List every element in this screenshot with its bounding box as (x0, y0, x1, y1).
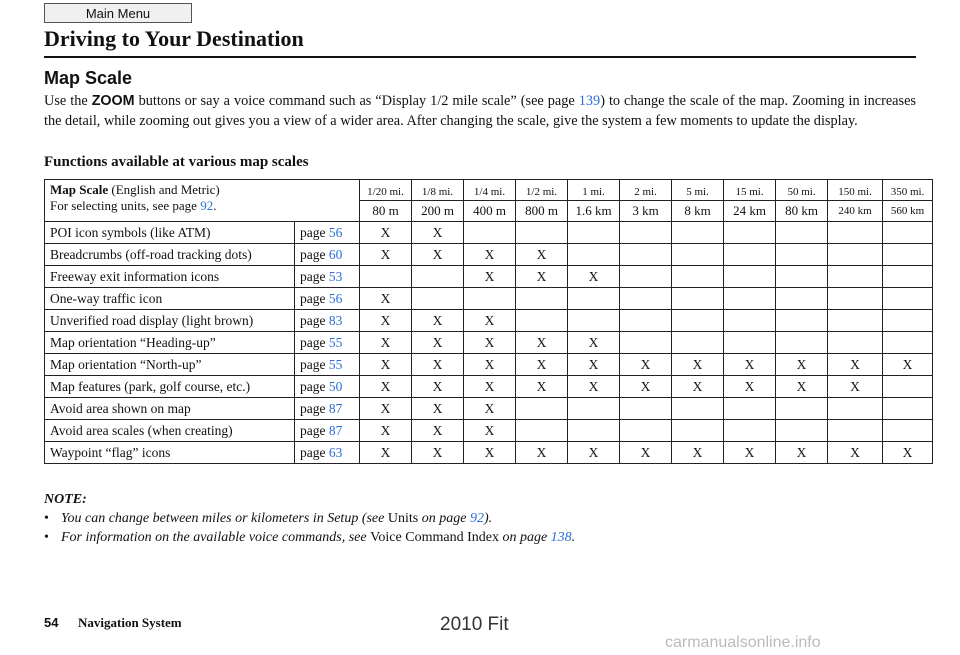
scale-availability-cell: X (516, 376, 568, 398)
scale-availability-cell: X (828, 354, 883, 376)
page-reference (295, 244, 360, 266)
scale-availability-cell (516, 222, 568, 244)
chapter-title: Driving to Your Destination (44, 26, 304, 51)
units-hint: For selecting units, see page (50, 198, 201, 213)
table-row (45, 354, 933, 376)
scale-availability-cell: X (412, 244, 464, 266)
scale-availability-cell: X (360, 244, 412, 266)
scale-header-label (45, 180, 360, 222)
scale-metric-cell: 800 m (516, 201, 568, 222)
scale-availability-cell (672, 288, 724, 310)
page-reference (295, 442, 360, 464)
note-text: ). (483, 511, 493, 526)
note-text: on page (498, 530, 551, 545)
scale-availability-cell (516, 420, 568, 442)
scale-availability-cell (672, 222, 724, 244)
scale-availability-cell (620, 244, 672, 266)
scale-availability-cell (724, 398, 776, 420)
scale-availability-cell: X (360, 288, 412, 310)
scale-availability-cell: X (620, 354, 672, 376)
scale-availability-cell: X (620, 442, 672, 464)
note-term-voice-index: Voice Command Index (370, 530, 499, 545)
page-reference (295, 310, 360, 332)
scale-miles-cell: 5 mi. (672, 180, 724, 201)
scale-miles-cell: 2 mi. (620, 180, 672, 201)
scale-availability-cell (568, 310, 620, 332)
scale-availability-cell (724, 222, 776, 244)
scale-availability-cell (828, 398, 883, 420)
scale-availability-cell (776, 288, 828, 310)
scale-availability-cell: X (568, 332, 620, 354)
scale-availability-cell (568, 420, 620, 442)
page-word: page (300, 422, 326, 438)
scale-availability-cell (828, 420, 883, 442)
scale-availability-cell: X (672, 442, 724, 464)
scale-availability-cell (672, 266, 724, 288)
notes-list (44, 509, 916, 547)
scale-miles-cell: 50 mi. (776, 180, 828, 201)
scale-availability-cell (568, 398, 620, 420)
scale-availability-cell (883, 222, 933, 244)
page-reference (295, 420, 360, 442)
page-link-138[interactable]: 138 (550, 530, 572, 545)
page-word: page (300, 444, 326, 460)
scale-availability-cell: X (412, 376, 464, 398)
scale-availability-cell: X (568, 266, 620, 288)
scale-miles-cell: 1 mi. (568, 180, 620, 201)
scale-availability-cell: X (672, 354, 724, 376)
scale-availability-cell (776, 398, 828, 420)
scale-availability-cell (620, 266, 672, 288)
feature-name: Freeway exit information icons (45, 266, 295, 288)
scale-availability-cell (828, 332, 883, 354)
scale-availability-cell: X (724, 376, 776, 398)
scale-availability-cell (724, 266, 776, 288)
intro-text-3: ) to change the scale of the map. Zooming in increases the detail, while zooming out gives you a view of a wider area. After changing the scale, give the system a few moments to update the display. (44, 93, 916, 129)
table-row (45, 420, 933, 442)
page-word: page (300, 378, 326, 394)
scale-availability-cell: X (464, 376, 516, 398)
units-description: (English and Metric) (108, 182, 220, 197)
scale-miles-cell: 1/8 mi. (412, 180, 464, 201)
page-link-92[interactable]: 92 (469, 511, 484, 526)
note-text: You can change between miles or kilometers in Setup (see (61, 511, 388, 526)
scale-metric-cell: 240 km (828, 201, 883, 222)
scale-availability-cell (672, 420, 724, 442)
scale-availability-cell (883, 332, 933, 354)
scale-miles-cell: 1/2 mi. (516, 180, 568, 201)
scale-availability-cell: X (620, 376, 672, 398)
scale-availability-cell: X (412, 332, 464, 354)
page-word: page (300, 224, 326, 240)
scale-availability-cell (620, 288, 672, 310)
scale-availability-cell (672, 244, 724, 266)
page-link[interactable]: 87 (328, 422, 343, 438)
scale-availability-cell: X (412, 442, 464, 464)
scale-availability-cell (620, 332, 672, 354)
page-reference (295, 354, 360, 376)
scale-metric-cell: 80 km (776, 201, 828, 222)
feature-name: Waypoint “flag” icons (45, 442, 295, 464)
scale-availability-cell (672, 398, 724, 420)
table-row (45, 332, 933, 354)
scale-availability-cell: X (412, 398, 464, 420)
map-scale-label: Map Scale (50, 182, 109, 197)
units-hint-end: . (213, 198, 217, 213)
feature-name: Avoid area scales (when creating) (45, 420, 295, 442)
note-text: on page (418, 511, 470, 526)
scale-availability-cell (620, 398, 672, 420)
scale-availability-cell (883, 420, 933, 442)
scale-availability-cell (568, 244, 620, 266)
scale-availability-cell (516, 310, 568, 332)
scale-availability-cell: X (568, 442, 620, 464)
table-heading: Functions available at various map scales (44, 154, 309, 170)
page-reference (295, 288, 360, 310)
feature-name: Map orientation “Heading-up” (45, 332, 295, 354)
scale-availability-cell: X (776, 376, 828, 398)
zoom-button-name: ZOOM (91, 93, 135, 109)
scale-availability-cell (724, 420, 776, 442)
page-word: page (300, 268, 326, 284)
page-link[interactable]: 63 (328, 444, 343, 460)
scale-availability-cell: X (360, 376, 412, 398)
bullet: • (44, 511, 49, 526)
scale-miles-cell: 1/20 mi. (360, 180, 412, 201)
scale-availability-cell (883, 244, 933, 266)
scale-metric-cell: 80 m (360, 201, 412, 222)
scale-metric-cell: 8 km (672, 201, 724, 222)
scale-availability-cell: X (883, 442, 933, 464)
scale-availability-cell: X (360, 332, 412, 354)
note-item (44, 528, 916, 547)
scale-availability-cell: X (672, 376, 724, 398)
scale-availability-cell (883, 310, 933, 332)
page-reference (295, 332, 360, 354)
scale-availability-cell (516, 288, 568, 310)
scale-miles-cell: 150 mi. (828, 180, 883, 201)
scale-availability-cell: X (464, 332, 516, 354)
scale-availability-cell: X (464, 244, 516, 266)
scale-availability-cell: X (516, 266, 568, 288)
page-word: page (300, 356, 326, 372)
note-term-units: Units (387, 511, 419, 526)
scale-availability-cell (776, 310, 828, 332)
bullet: • (44, 530, 49, 545)
feature-name: Map orientation “North-up” (45, 354, 295, 376)
scale-availability-cell: X (464, 354, 516, 376)
page-reference (295, 222, 360, 244)
table-row (45, 376, 933, 398)
page-link[interactable]: 60 (328, 246, 343, 262)
scale-availability-cell (620, 310, 672, 332)
scale-availability-cell: X (883, 354, 933, 376)
scale-availability-cell (568, 222, 620, 244)
scale-availability-cell (568, 288, 620, 310)
feature-name: Unverified road display (light brown) (45, 310, 295, 332)
table-row (45, 442, 933, 464)
table-row (45, 288, 933, 310)
page-word: page (300, 246, 326, 262)
scale-availability-cell: X (724, 354, 776, 376)
scale-availability-cell (828, 310, 883, 332)
page-link[interactable]: 55 (328, 356, 343, 372)
scale-availability-cell (776, 266, 828, 288)
scale-availability-cell (672, 332, 724, 354)
scale-availability-cell: X (412, 354, 464, 376)
scale-availability-cell: X (724, 442, 776, 464)
scale-availability-cell: X (360, 354, 412, 376)
scale-availability-cell: X (464, 310, 516, 332)
scale-availability-cell (620, 222, 672, 244)
scale-metric-cell: 560 km (883, 201, 933, 222)
scale-availability-cell: X (464, 420, 516, 442)
page-link[interactable]: 55 (328, 334, 343, 350)
intro-text-2: buttons or say a voice command such as “Display 1/2 mile scale” (see page (134, 93, 579, 109)
section-heading: Map Scale (44, 68, 133, 88)
scale-availability-cell: X (464, 266, 516, 288)
scale-availability-cell (776, 244, 828, 266)
scale-miles-cell: 15 mi. (724, 180, 776, 201)
scale-availability-cell: X (568, 376, 620, 398)
main-menu-button[interactable]: Main Menu (44, 3, 192, 23)
table-row (45, 398, 933, 420)
page-word: page (300, 290, 326, 306)
scale-availability-cell: X (828, 442, 883, 464)
scale-availability-cell (724, 288, 776, 310)
page-link[interactable]: 56 (328, 290, 343, 306)
scale-metric-cell: 24 km (724, 201, 776, 222)
scale-availability-cell: X (516, 442, 568, 464)
scale-availability-cell (464, 222, 516, 244)
scale-availability-cell (828, 222, 883, 244)
scale-availability-cell: X (360, 420, 412, 442)
page-link[interactable]: 53 (328, 268, 343, 284)
feature-name: One-way traffic icon (45, 288, 295, 310)
page-link[interactable]: 83 (328, 312, 343, 328)
scale-availability-cell (776, 420, 828, 442)
book-title: Navigation System (78, 615, 182, 630)
scale-metric-cell: 400 m (464, 201, 516, 222)
table-row (45, 310, 933, 332)
page-reference (295, 398, 360, 420)
model-watermark: 2010 Fit (440, 614, 509, 635)
note-text: For information on the available voice commands, see (61, 530, 371, 545)
scale-metric-cell: 3 km (620, 201, 672, 222)
scale-availability-cell: X (464, 398, 516, 420)
page-number: 54 (44, 615, 59, 630)
scale-availability-cell (516, 398, 568, 420)
title-divider (44, 56, 916, 58)
scale-availability-cell: X (360, 442, 412, 464)
page-word: page (300, 312, 326, 328)
table-row (45, 266, 933, 288)
page-link[interactable]: 50 (328, 378, 343, 394)
scale-availability-cell (776, 332, 828, 354)
scale-metric-cell: 200 m (412, 201, 464, 222)
scale-availability-cell (883, 376, 933, 398)
scale-availability-cell (360, 266, 412, 288)
scale-header-miles-row (45, 180, 933, 201)
page-link[interactable]: 56 (328, 224, 343, 240)
page-reference (295, 376, 360, 398)
page-link-139[interactable]: 139 (578, 93, 601, 109)
scale-availability-cell: X (516, 244, 568, 266)
scale-availability-cell: X (360, 310, 412, 332)
scale-availability-cell (724, 310, 776, 332)
note-label: NOTE: (44, 492, 87, 507)
scale-availability-cell (724, 332, 776, 354)
scale-availability-cell: X (360, 222, 412, 244)
scale-miles-cell: 1/4 mi. (464, 180, 516, 201)
map-scale-table (44, 179, 933, 464)
page-link-92[interactable]: 92 (200, 198, 214, 213)
feature-name: POI icon symbols (like ATM) (45, 222, 295, 244)
scale-availability-cell: X (516, 332, 568, 354)
scale-availability-cell (412, 266, 464, 288)
table-row (45, 222, 933, 244)
intro-text-1: Use the (44, 93, 92, 109)
scale-availability-cell (464, 288, 516, 310)
scale-availability-cell (828, 244, 883, 266)
scale-availability-cell: X (828, 376, 883, 398)
page-link[interactable]: 87 (328, 400, 343, 416)
scale-availability-cell (883, 288, 933, 310)
scale-availability-cell (883, 266, 933, 288)
scale-availability-cell (620, 420, 672, 442)
scale-availability-cell (672, 310, 724, 332)
scale-availability-cell (828, 266, 883, 288)
scale-availability-cell: X (360, 398, 412, 420)
scale-availability-cell: X (412, 420, 464, 442)
scale-availability-cell: X (464, 442, 516, 464)
feature-name: Avoid area shown on map (45, 398, 295, 420)
note-text: . (571, 530, 576, 545)
site-watermark: carmanualsonline.info (665, 634, 821, 651)
scale-availability-cell (883, 398, 933, 420)
scale-availability-cell: X (412, 222, 464, 244)
scale-metric-cell: 1.6 km (568, 201, 620, 222)
scale-miles-cell: 350 mi. (883, 180, 933, 201)
scale-availability-cell: X (412, 310, 464, 332)
feature-name: Breadcrumbs (off-road tracking dots) (45, 244, 295, 266)
feature-name: Map features (park, golf course, etc.) (45, 376, 295, 398)
scale-availability-cell: X (516, 354, 568, 376)
page-word: page (300, 334, 326, 350)
scale-availability-cell (724, 244, 776, 266)
intro-paragraph (44, 92, 916, 131)
scale-availability-cell: X (776, 442, 828, 464)
note-item (44, 509, 916, 528)
page-reference (295, 266, 360, 288)
scale-availability-cell (828, 288, 883, 310)
scale-availability-cell (776, 222, 828, 244)
table-row (45, 244, 933, 266)
scale-availability-cell: X (568, 354, 620, 376)
scale-availability-cell (412, 288, 464, 310)
page-word: page (300, 400, 326, 416)
notes-block (44, 490, 916, 547)
scale-availability-cell: X (776, 354, 828, 376)
